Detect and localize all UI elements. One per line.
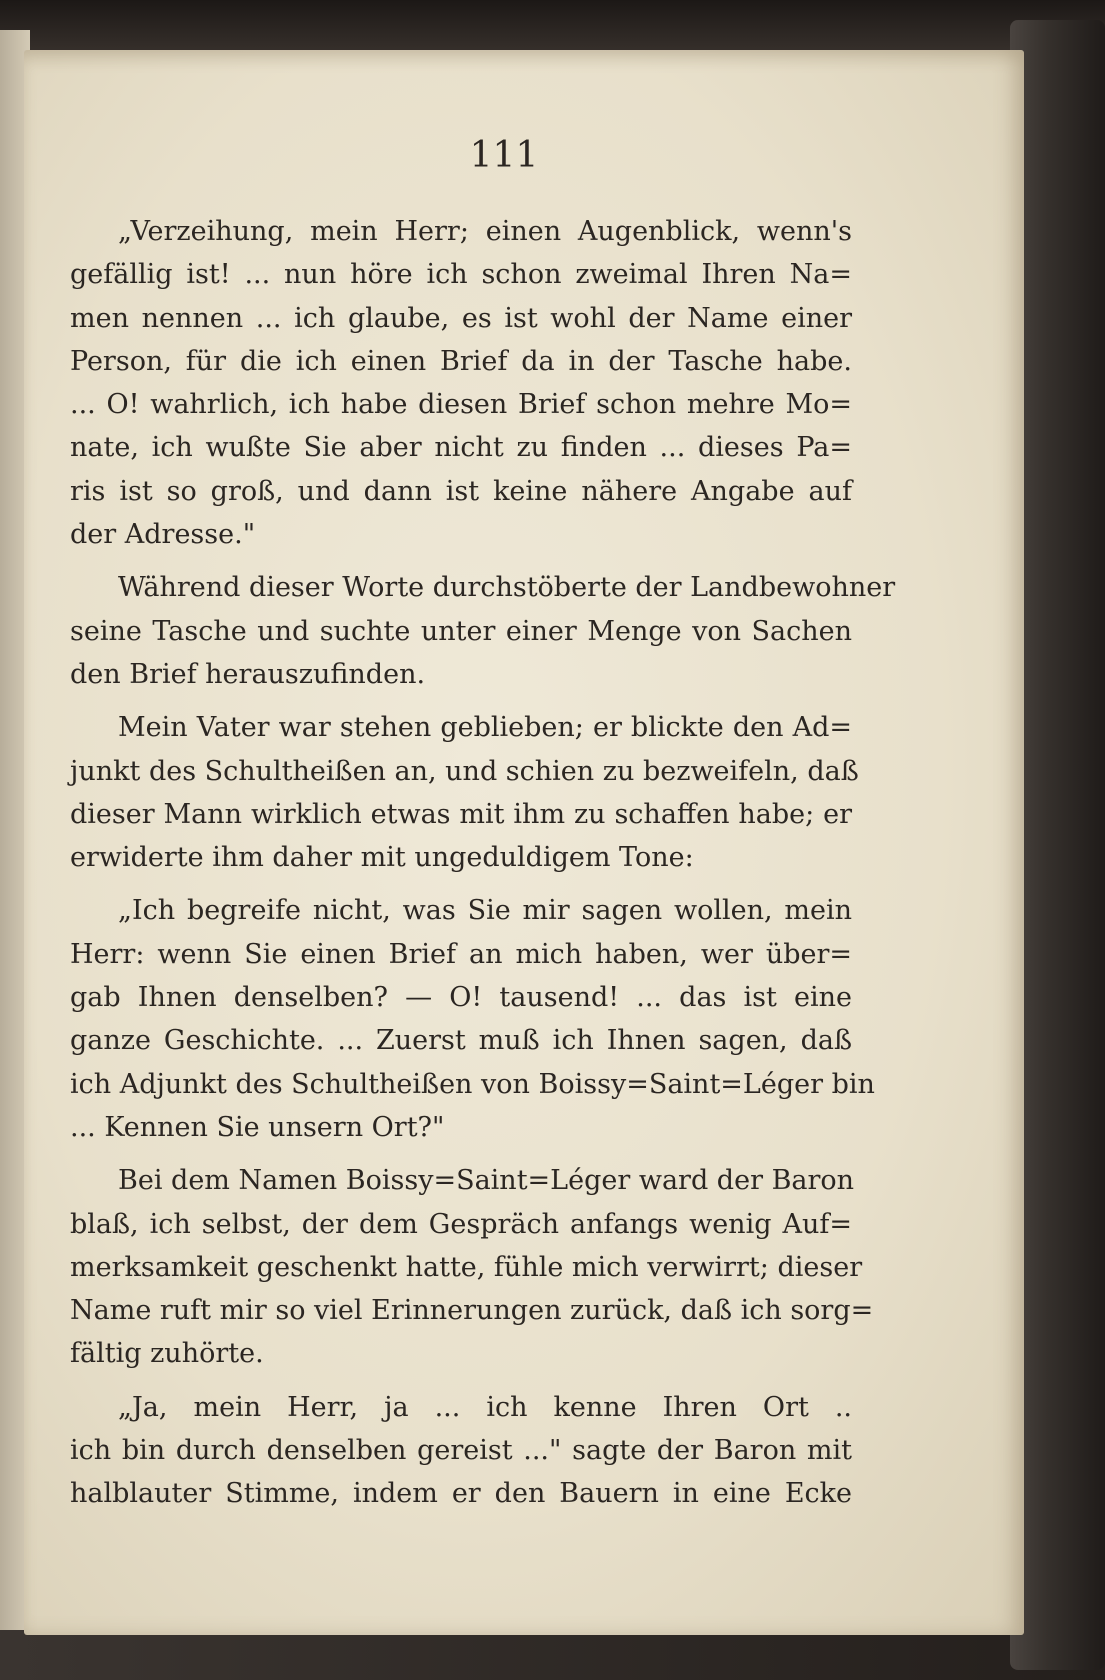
body-text (70, 210, 896, 1526)
text-line: dieser Mann wirklich etwas mit ihm zu schaffen habe; er (70, 798, 852, 830)
paragraph (70, 1386, 852, 1516)
paragraph (70, 210, 852, 556)
paragraph (70, 889, 875, 1149)
text-line: men nennen ... ich glaube, es ist wohl der Name einer (70, 302, 852, 334)
text-line: der Adresse." (70, 519, 256, 551)
text-line: Herr: wenn Sie einen Brief an mich haben, wer über= (70, 938, 852, 970)
paragraph (70, 566, 896, 696)
text-line: halblauter Stimme, indem er den Bauern in eine Ecke (70, 1478, 852, 1510)
text-line: ... O! wahrlich, ich habe diesen Brief schon mehre Mo= (70, 389, 852, 421)
text-line: nate, ich wußte Sie aber nicht zu finden ... dieses Pa= (70, 432, 852, 464)
paragraph (70, 1159, 874, 1375)
text-line: erwiderte ihm daher mit ungeduldigem Tone: (70, 842, 694, 874)
text-line: Bei dem Namen Boissy=Saint=Léger ward der Baron (118, 1165, 855, 1197)
text-line: fältig zuhörte. (70, 1338, 264, 1370)
text-line: Person, für die ich einen Brief da in der Tasche habe. (70, 345, 852, 377)
text-line: den Brief herauszufinden. (70, 658, 426, 690)
text-line: gefällig ist! ... nun höre ich schon zweimal Ihren Na= (70, 259, 852, 291)
text-line: Name ruft mir so viel Erinnerungen zurück, daß ich sorg= (70, 1295, 874, 1327)
text-line: „Ich begreife nicht, was Sie mir sagen wollen, mein (118, 895, 852, 927)
text-line: ... Kennen Sie unsern Ort?" (70, 1111, 445, 1143)
book-cover-right-edge (1010, 20, 1105, 1670)
paper-page (24, 50, 1024, 1635)
paragraph (70, 706, 859, 879)
text-line: junkt des Schultheißen an, und schien zu bezweifeln, daß (70, 755, 859, 787)
text-line: ganze Geschichte. ... Zuerst muß ich Ihnen sagen, daß (70, 1025, 852, 1057)
text-line: seine Tasche und suchte unter einer Menge von Sachen (70, 615, 852, 647)
text-line: gab Ihnen denselben? — O! tausend! ... das ist eine (70, 982, 852, 1014)
text-line: „Ja, mein Herr, ja ... ich kenne Ihren Ort .. (118, 1391, 852, 1423)
text-line: „Verzeihung, mein Herr; einen Augenblick, wenn's (118, 216, 852, 247)
page-number: 111 (469, 135, 539, 176)
text-line: ich Adjunkt des Schultheißen von Boissy=Saint=Léger bin (70, 1068, 875, 1100)
text-line: ris ist so groß, und dann ist keine nähere Angabe auf (70, 475, 852, 507)
text-line: Während dieser Worte durchstöberte der Landbewohner (118, 572, 896, 604)
text-line: merksamkeit geschenkt hatte, fühle mich verwirrt; dieser (70, 1251, 863, 1283)
text-line: Mein Vater war stehen geblieben; er blickte den Ad= (118, 712, 852, 744)
text-line: blaß, ich selbst, der dem Gespräch anfangs wenig Auf= (70, 1208, 852, 1240)
text-line: ich bin durch denselben gereist ..." sagte der Baron mit (70, 1435, 852, 1467)
